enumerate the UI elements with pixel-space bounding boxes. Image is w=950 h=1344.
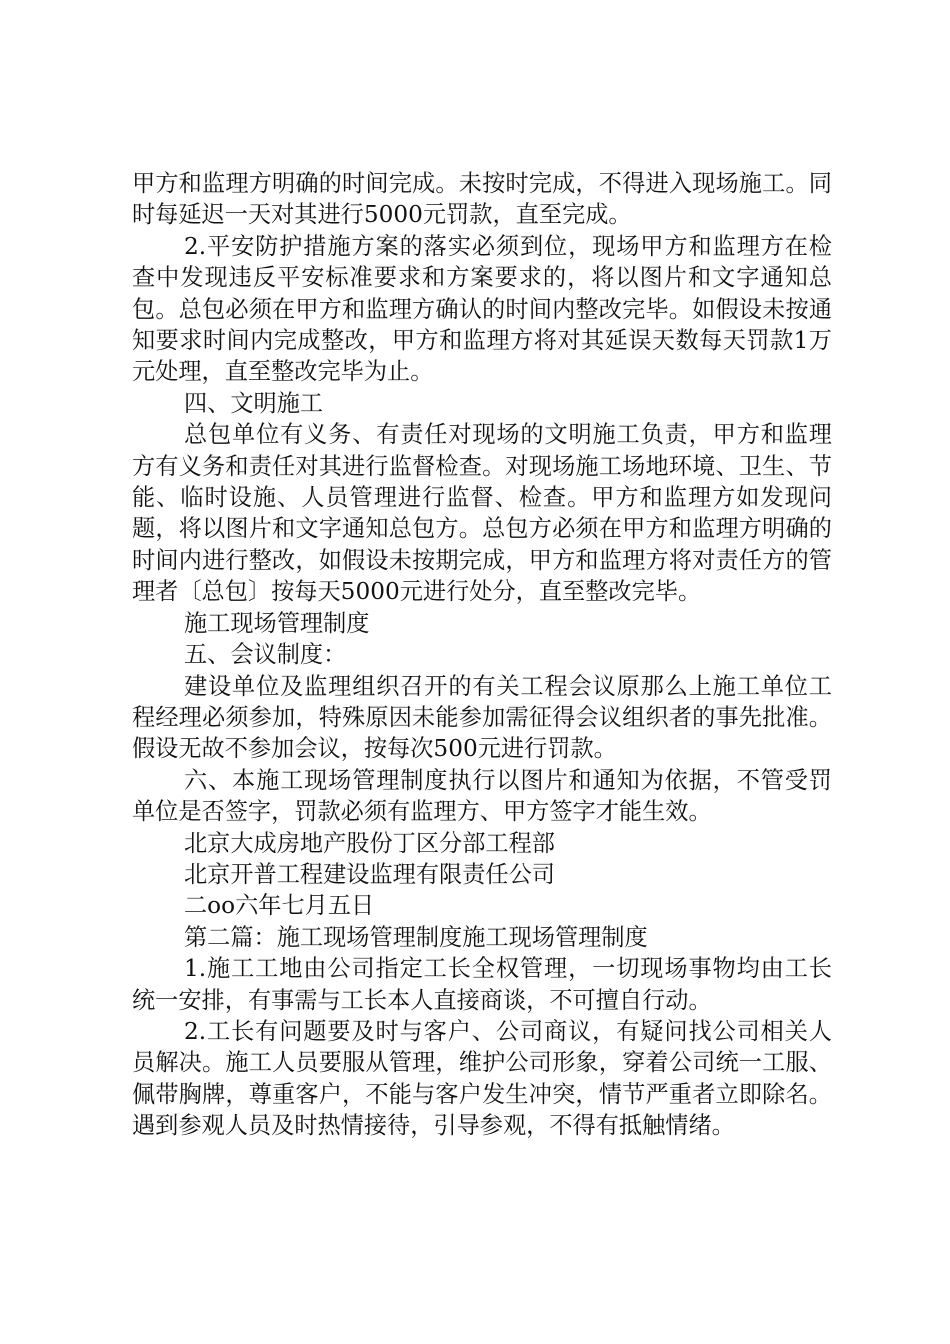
heading-site-management-system: 施工现场管理制度 [184, 609, 370, 637]
signature-date: 二oo六年七月五日 [184, 892, 375, 920]
paragraph-meeting-system: 建设单位及监理组织召开的有关工程会议原那么上施工单位工程经理必须参加，特殊原因未能参加需征得会议组织者的事先批准。假设无故不参加会议，按每次500元进行罚款。 [132, 672, 832, 763]
paragraph-safety-measures: 2.平安防护措施方案的落实必须到位，现场甲方和监理方在检查中发现违反平安标准要求和方案要求的，将以图片和文字通知总包。总包必须在甲方和监理方确认的时间内整改完毕。如假设未按通知要求时间内完成整改，甲方和监理方将对其延误天数每天罚款1万元处理，直至整改完毕为止。 [132, 232, 832, 386]
document-body [132, 168, 832, 1142]
signature-developer: 北京大成房地产股份丁区分部工程部 [184, 829, 555, 857]
paragraph-civilized-construction: 总包单位有义务、有责任对现场的文明施工负责，甲方和监理方有义务和责任对其进行监督检查。对现场施工场地环境、卫生、节能、临时设施、人员管理进行监督、检查。甲方和监理方如发现问题，将以图片和文字通知总包方。总包方必须在甲方和监理方明确的时间内进行整改，如假设未按期完成，甲方和监理方将对责任方的管理者〔总包〕按每天5000元进行处分，直至整改完毕。 [132, 421, 832, 606]
section-heading-civilized-construction: 四、文明施工 [184, 389, 324, 417]
paragraph-staff-conduct: 2.工长有问题要及时与客户、公司商议，有疑问找公司相关人员解决。施工人员要服从管理，维护公司形象，穿着公司统一工服、佩带胸牌，尊重客户，不能与客户发生冲突，情节严重者立即除名。遇到参观人员及时热情接待，引导参观，不得有抵触情绪。 [132, 1017, 832, 1140]
paragraph-foreman-management: 1.施工工地由公司指定工长全权管理，一切现场事物均由工长统一安排，有事需与工长本人直接商谈，不可擅自行动。 [132, 955, 832, 1014]
heading-part-two: 第二篇：施工现场管理制度施工现场管理制度 [184, 923, 648, 951]
section-heading-meeting-system: 五、会议制度： [184, 641, 347, 669]
paragraph-enforcement: 六、本施工现场管理制度执行以图片和通知为依据，不管受罚单位是否签字，罚款必须有监理方、甲方签字才能生效。 [132, 766, 832, 826]
signature-supervisor: 北京开普工程建设监理有限责任公司 [184, 860, 555, 888]
paragraph-continuation: 甲方和监理方明确的时间完成。未按时完成，不得进入现场施工。同时每延迟一天对其进行5000元罚款，直至完成。 [132, 170, 832, 229]
